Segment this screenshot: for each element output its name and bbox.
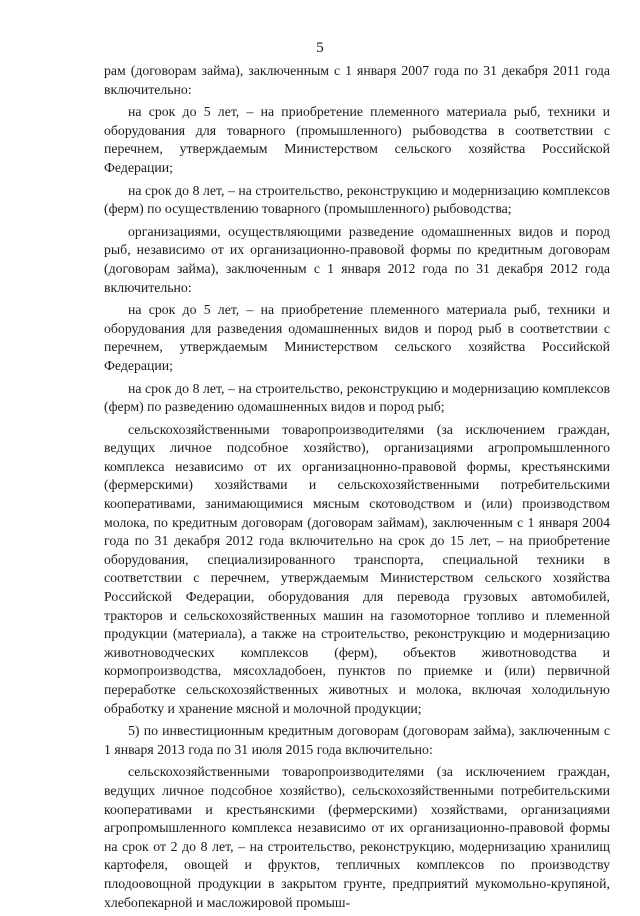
page-number: 5 (316, 40, 324, 56)
paragraph: на срок до 5 лет, – на приобретение племенного материала рыб, техники и оборудования для разведения одомашненных видов и пород рыб в соответствии с перечнем, утверждаемым Министерством сельского хозяйства Российской Федерации; (104, 302, 610, 373)
paragraph: на срок до 8 лет, – на строительство, реконструкцию и модернизацию комплексов (ферм) по разведению одомашненных видов и пород рыб; (104, 380, 610, 415)
paragraph: на срок до 5 лет, – на приобретение племенного материала рыб, техники и оборудования для товарного (промышленного) рыбоводства в соответствии с перечнем, утверждаемым Министерством сельского хозяйства Российской Федерации; (104, 104, 610, 175)
paragraph: рам (договорам займа), заключенным с 1 января 2007 года по 31 декабря 2011 года включительно: (104, 63, 610, 97)
paragraph: сельскохозяйственными товаропроизводителями (за исключением граждан, ведущих личное подсобное хозяйство), сельскохозяйственными потребительскими кооперативами и крестьянскими (фермерскими) хозяйствами, организациями агропромышленного комплекса независимо от их организационно-правовой формы на срок от 2 до 8 лет, – на строительство, реконструкцию, модернизацию хранилищ картофеля, овощей и фруктов, тепличных комплексов по производству плодоовощной продукции в закрытом грунте, предприятий мукомольно-крупяной, хлебопекарной и масложировой промыш- (104, 764, 610, 910)
paragraph: 5) по инвестиционным кредитным договорам (договорам займа), заключенным с 1 января 2013 года по 31 июля 2015 года включительно: (104, 723, 610, 757)
paragraph: сельскохозяйственными товаропроизводителями (за исключением граждан, ведущих личное подсобное хозяйство), организациями агропромышленного комплекса независимо от их организацнонно-правовой формы, крестьянскими (фермерскими) хозяйствами и сельскохозяйственными потребительскими кооперативами, занимающимися мясным скотоводством и (или) производством молока, по кредитным договорам (договорам займам), заключенным с 1 января 2004 года по 31 декабря 2012 года включительно на срок до 15 лет, – на приобретение оборудования, специализированного транспорта, специальной техники в соответствии с перечнем, утверждаемым Министерством сельского хозяйства Российской Федерации, оборудования для перевода грузовых автомобилей, тракторов и сельскохозяйственных машин на газомоторное топливо и племенной продукции (материала), а также на строительство, реконструкцию и модернизацию животноводческих комплексов (ферм), объектов животноводства и кормопроизводства, мясохладобоен, пунктов по приемке и (или) первичной переработке сельскохозяйственных животных и молока, включая холодильную обработку и хранение мясной и молочной продукции; (104, 421, 610, 716)
paragraph: на срок до 8 лет, – на строительство, реконструкцию и модернизацию комплексов (ферм) по осуществлению товарного (промышленного) рыбоводства; (104, 182, 610, 217)
document-body (104, 62, 610, 916)
paragraph: организациями, осуществляющими разведение одомашненных видов и пород рыб, независимо от их организационно-правовой формы по кредитным договорам (договорам займа), заключенным с 1 января 2012 года по 31 декабря 2012 года включительно: (104, 223, 610, 295)
